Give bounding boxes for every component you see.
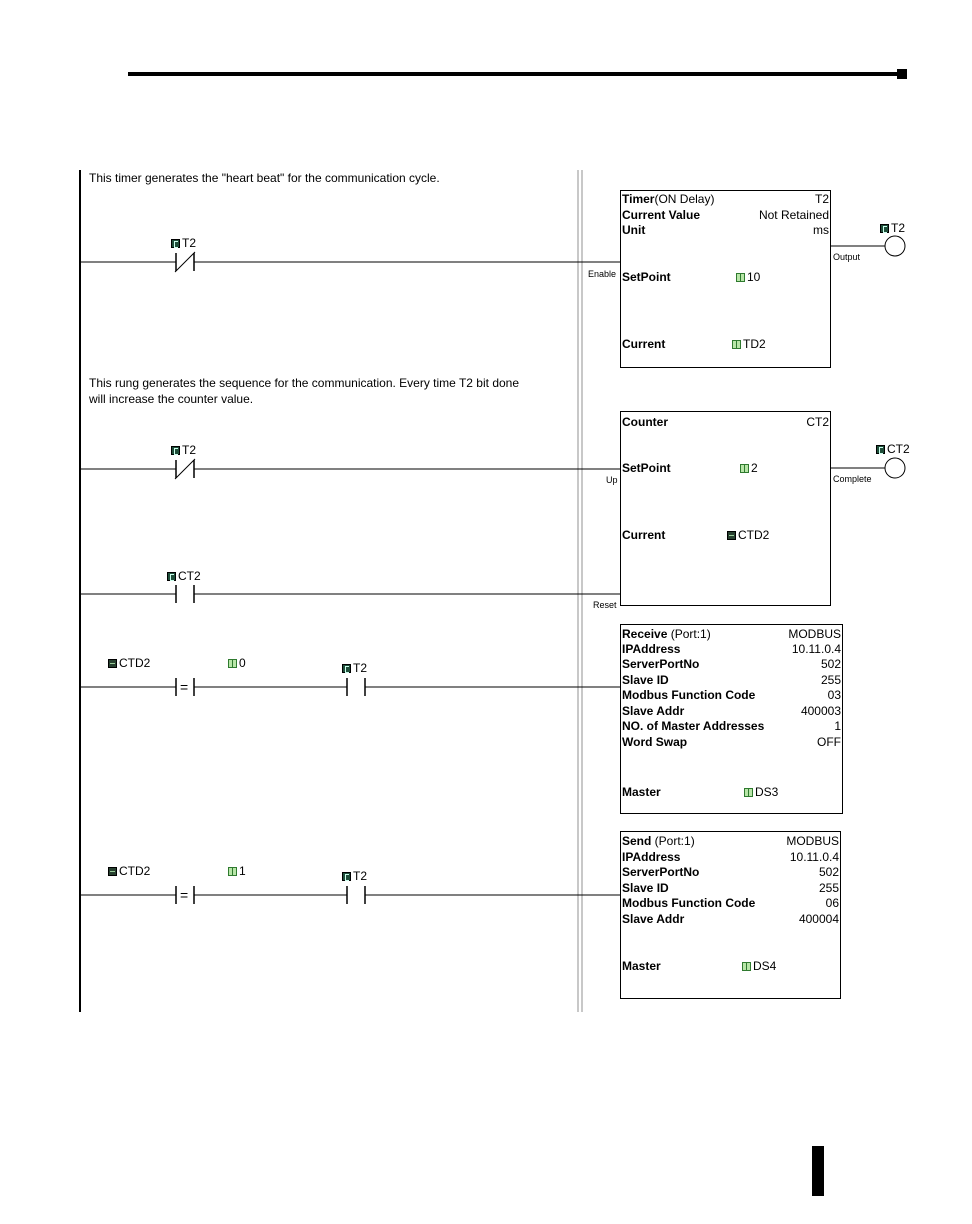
rung1-contact-tag: T2 xyxy=(171,236,196,250)
timer-current-value-label: Current Value xyxy=(622,208,701,222)
receive-row-label: Modbus Function Code xyxy=(622,688,756,702)
rung4-contact-tag: T2 xyxy=(342,869,367,883)
rung3-wire xyxy=(80,678,620,696)
rung4-compare-tag: CTD2 xyxy=(108,864,150,878)
rung4-compare-value: 1 xyxy=(228,864,246,878)
counter-block[interactable] xyxy=(620,411,831,606)
timer-block[interactable] xyxy=(620,190,831,368)
timer-setpoint: 10 xyxy=(736,270,760,284)
integer-icon xyxy=(744,788,753,797)
bit-icon xyxy=(876,445,885,454)
rung3-compare-symbol: = xyxy=(180,679,189,695)
receive-row-value: 10.11.0.4 xyxy=(791,642,841,656)
bit-icon xyxy=(342,664,351,673)
counter-register-icon xyxy=(108,659,117,668)
integer-icon xyxy=(732,340,741,349)
receive-row-label: IPAddress xyxy=(622,642,681,656)
rung1-comment: This timer generates the "heart beat" for the communication cycle. xyxy=(89,171,440,185)
counter-reset-label: Reset xyxy=(593,600,617,610)
rung2-reset-contact-tag: CT2 xyxy=(167,569,201,583)
bit-icon xyxy=(171,239,180,248)
timer-unit: ms xyxy=(813,223,829,237)
counter-register-icon xyxy=(108,867,117,876)
send-row-label: IPAddress xyxy=(622,850,681,864)
receive-row-value: 255 xyxy=(820,673,841,687)
counter-complete-label: Complete xyxy=(833,474,872,484)
send-row-label: Modbus Function Code xyxy=(622,896,756,910)
counter-setpoint: 2 xyxy=(740,461,758,475)
send-master-label: Master xyxy=(622,959,661,973)
receive-title: Receive (Port:1) xyxy=(622,627,711,641)
counter-setpoint-label: SetPoint xyxy=(622,461,671,475)
send-row-value: 400004 xyxy=(798,912,839,926)
timer-setpoint-label: SetPoint xyxy=(622,270,671,284)
send-master: DS4 xyxy=(742,959,776,973)
send-row-label: Slave Addr xyxy=(622,912,685,926)
timer-enable-label: Enable xyxy=(588,269,617,279)
receive-row-value: 03 xyxy=(827,688,841,702)
timer-current-value: Not Retained xyxy=(758,208,829,222)
send-row-label: Slave ID xyxy=(622,881,669,895)
send-block[interactable] xyxy=(620,831,841,999)
counter-current: CTD2 xyxy=(727,528,769,542)
receive-master-label: Master xyxy=(622,785,661,799)
integer-icon xyxy=(228,659,237,668)
integer-icon xyxy=(228,867,237,876)
receive-row-label: Slave Addr xyxy=(622,704,685,718)
rung2-reset-wire xyxy=(80,585,620,603)
receive-row-label: Word Swap xyxy=(622,735,688,749)
rung2-comment-line2: will increase the counter value. xyxy=(89,392,254,406)
counter-current-label: Current xyxy=(622,528,666,542)
send-row-value: 10.11.0.4 xyxy=(789,850,839,864)
send-title: Send (Port:1) xyxy=(622,834,695,848)
timer-unit-label: Unit xyxy=(622,223,646,237)
receive-row-label: ServerPortNo xyxy=(622,657,700,671)
rung4-wire xyxy=(80,886,620,904)
send-row-value: 502 xyxy=(818,865,839,879)
receive-row-label: Slave ID xyxy=(622,673,669,687)
send-row-value: 06 xyxy=(825,896,839,910)
timer-current: TD2 xyxy=(732,337,766,351)
rung3-contact-tag: T2 xyxy=(342,661,367,675)
bit-icon xyxy=(880,224,889,233)
receive-row-label: NO. of Master Addresses xyxy=(622,719,765,733)
rung2-up-contact-tag: T2 xyxy=(171,443,196,457)
receive-protocol: MODBUS xyxy=(788,627,841,641)
send-protocol: MODBUS xyxy=(786,834,839,848)
timer-current-label: Current xyxy=(622,337,666,351)
counter-register-icon xyxy=(727,531,736,540)
rung3-compare-value: 0 xyxy=(228,656,246,670)
page-thumb-tab xyxy=(812,1146,824,1196)
send-row-value: 255 xyxy=(818,881,839,895)
counter-title: Counter xyxy=(622,415,668,429)
receive-row-value: 400003 xyxy=(800,704,841,718)
rung4-compare-symbol: = xyxy=(180,887,189,903)
receive-row-value: 1 xyxy=(834,719,841,733)
timer-title: Timer(ON Delay) xyxy=(622,192,715,206)
counter-up-label: Up xyxy=(606,475,618,485)
send-row-label: ServerPortNo xyxy=(622,865,700,879)
timer-output-label: Output xyxy=(833,252,861,262)
rung3-compare-tag: CTD2 xyxy=(108,656,150,670)
rung1-coil-tag: T2 xyxy=(880,221,905,235)
receive-block[interactable] xyxy=(620,624,843,814)
timer-name: T2 xyxy=(814,192,829,206)
rung2-coil-tag: CT2 xyxy=(876,442,910,456)
bit-icon xyxy=(167,572,176,581)
receive-row-value: OFF xyxy=(817,735,841,749)
rung2-comment-line1: This rung generates the sequence for the communication. Every time T2 bit done xyxy=(89,376,520,390)
integer-icon xyxy=(742,962,751,971)
integer-icon xyxy=(736,273,745,282)
counter-name: CT2 xyxy=(806,415,829,429)
receive-row-value: 502 xyxy=(820,657,841,671)
bit-icon xyxy=(342,872,351,881)
bit-icon xyxy=(171,446,180,455)
receive-master: DS3 xyxy=(744,785,778,799)
integer-icon xyxy=(740,464,749,473)
